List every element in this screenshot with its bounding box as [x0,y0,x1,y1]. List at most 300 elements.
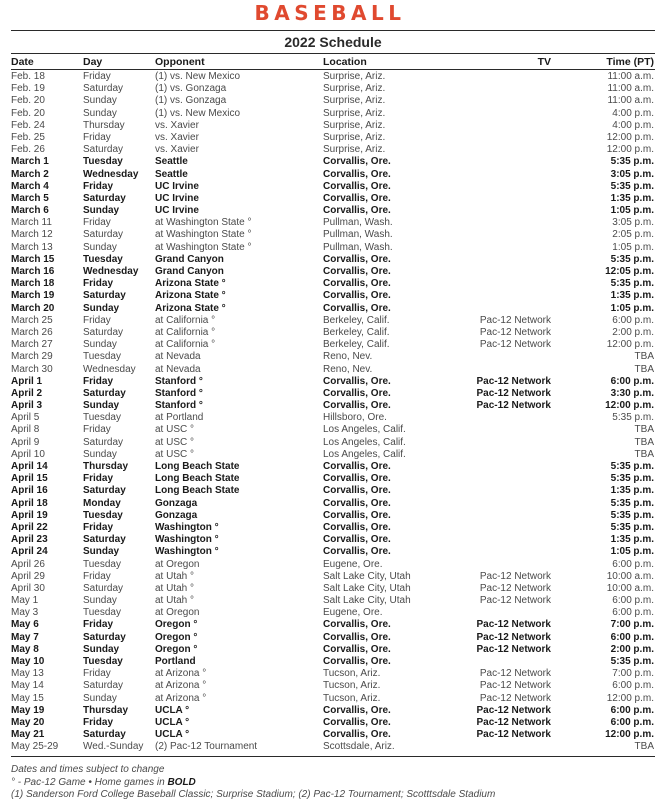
cell-day: Thursday [83,704,129,716]
cell-date: March 25 [11,314,53,326]
cell-time: TBA [634,363,654,375]
note-tournaments: (1) Sanderson Ford College Baseball Classic; Surprise Stadium; (2) Pac-12 Tournament; Scotttsdale Stadium [11,789,496,800]
cell-tv: Pac-12 Network [479,314,551,326]
table-row [11,668,655,680]
cell-time: 12:00 p.m. [606,692,654,704]
cell-location: Surprise, Ariz. [323,71,386,82]
header-tv: TV [537,56,551,68]
table-row [11,583,655,595]
cell-time: 6:00 p.m. [610,631,654,643]
cell-date: March 19 [11,290,55,302]
table-row [11,144,655,156]
cell-tv: Pac-12 Network [479,680,551,692]
cell-date: April 18 [11,497,48,509]
cell-location: Corvallis, Ore. [323,387,391,399]
table-row [11,619,655,631]
cell-day: Saturday [83,192,126,204]
cell-date: April 26 [11,558,45,570]
cell-location: Corvallis, Ore. [323,497,391,509]
table-row [11,632,655,644]
cell-day: Friday [83,314,111,326]
cell-day: Friday [83,668,111,680]
cell-time: 4:00 p.m. [612,107,654,119]
cell-time: 5:35 p.m. [612,412,654,424]
cell-location: Corvallis, Ore. [323,192,391,204]
cell-time: 6:00 p.m. [612,558,654,570]
cell-location: Corvallis, Ore. [323,643,391,655]
cell-day: Thursday [83,461,129,472]
cell-time: 1:35 p.m. [610,534,654,546]
cell-opponent: UC Irvine [155,180,199,192]
cell-tv: Pac-12 Network [476,643,551,655]
cell-location: Corvallis, Ore. [323,290,391,302]
cell-time: 3:30 p.m. [610,387,654,399]
cell-date: April 9 [11,436,40,448]
cell-opponent: Washington ° [155,534,219,546]
cell-time: 6:00 p.m. [610,704,654,716]
cell-opponent: at Washington State ° [155,217,252,229]
table-row [11,290,655,302]
cell-time: 5:35 p.m. [610,473,654,485]
cell-time: 12:00 p.m. [605,729,654,741]
cell-location: Surprise, Ariz. [323,95,386,107]
cell-location: Corvallis, Ore. [323,546,391,558]
cell-opponent: Stanford ° [155,387,203,399]
table-row [11,327,655,339]
cell-opponent: Oregon ° [155,643,198,655]
table-row [11,571,655,583]
header-date: Date [11,56,34,68]
table-row [11,534,655,546]
cell-opponent: at Oregon [155,607,200,619]
cell-day: Saturday [83,680,124,692]
cell-day: Friday [83,180,114,192]
cell-location: Corvallis, Ore. [323,253,391,265]
cell-time: 1:35 p.m. [610,192,654,204]
cell-opponent: Long Beach State [155,485,240,497]
cell-location: Salt Lake City, Utah [323,570,411,582]
cell-day: Sunday [83,205,120,217]
cell-date: Feb. 24 [11,119,45,131]
cell-day: Friday [83,521,114,533]
cell-location: Corvallis, Ore. [323,205,391,217]
cell-time: 5:35 p.m. [610,180,654,192]
table-row [11,644,655,656]
table-row [11,278,655,290]
cell-date: March 26 [11,326,53,338]
cell-day: Wednesday [83,363,136,375]
table-row [11,546,655,558]
cell-time: 6:00 p.m. [612,607,654,619]
cell-tv: Pac-12 Network [479,692,551,704]
cell-date: April 16 [11,485,48,497]
table-row [11,229,655,241]
cell-tv: Pac-12 Network [476,729,551,741]
cell-day: Tuesday [83,509,123,521]
cell-opponent: Long Beach State [155,461,240,472]
table-row [11,437,655,449]
table-row [11,412,655,424]
cell-time: 5:35 p.m. [610,278,654,290]
cell-date: May 25-29 [11,741,59,753]
cell-day: Monday [83,497,121,509]
cell-opponent: Washington ° [155,546,219,558]
cell-tv: Pac-12 Network [476,400,551,412]
table-row [11,120,655,132]
cell-day: Friday [83,570,111,582]
cell-date: March 4 [11,180,49,192]
cell-opponent: at Oregon [155,558,200,570]
cell-location: Los Angeles, Calif. [323,448,406,460]
table-row [11,83,655,95]
cell-time: 12:00 p.m. [606,144,654,156]
cell-day: Saturday [83,582,124,594]
table-row [11,485,655,497]
cell-tv: Pac-12 Network [476,704,551,716]
cell-location: Corvallis, Ore. [323,461,391,472]
cell-opponent: at Portland [155,412,204,424]
cell-location: Surprise, Ariz. [323,131,386,143]
cell-opponent: Oregon ° [155,631,198,643]
cell-opponent: vs. Xavier [155,144,199,156]
cell-date: March 30 [11,363,53,375]
cell-date: Feb. 20 [11,95,45,107]
cell-time: 4:00 p.m. [612,119,654,131]
cell-location: Eugene, Ore. [323,558,383,570]
cell-opponent: (1) vs. New Mexico [155,107,241,119]
table-row [11,339,655,351]
table-row [11,559,655,571]
table-body [11,71,655,754]
cell-date: March 18 [11,278,55,290]
cell-location: Tucson, Ariz. [323,692,381,704]
table-row [11,424,655,436]
cell-day: Sunday [83,643,120,655]
cell-opponent: (1) vs. New Mexico [155,71,241,82]
cell-day: Sunday [83,241,117,253]
cell-date: March 2 [11,168,49,180]
table-row [11,400,655,412]
cell-opponent: vs. Xavier [155,131,199,143]
cell-opponent: at California ° [155,339,216,351]
cell-location: Corvallis, Ore. [323,509,391,521]
cell-day: Friday [83,375,114,387]
table-row [11,254,655,266]
cell-date: May 15 [11,692,44,704]
cell-day: Sunday [83,339,117,351]
cell-day: Saturday [83,485,126,497]
cell-day: Friday [83,71,111,82]
cell-opponent: (2) Pac-12 Tournament [155,741,258,753]
cell-location: Corvallis, Ore. [323,631,391,643]
cell-opponent: Grand Canyon [155,253,224,265]
table-row [11,108,655,120]
cell-tv: Pac-12 Network [479,339,551,351]
table-row [11,656,655,668]
cell-date: April 29 [11,570,45,582]
header-time: Time (PT) [606,56,654,68]
cell-day: Tuesday [83,412,121,424]
cell-opponent: at Utah ° [155,595,195,607]
table-row [11,156,655,168]
cell-opponent: Oregon ° [155,619,198,631]
cell-date: Feb. 25 [11,131,45,143]
cell-opponent: at Nevada [155,363,201,375]
cell-date: May 19 [11,704,45,716]
cell-location: Tucson, Ariz. [323,668,381,680]
cell-day: Sunday [83,400,120,412]
cell-day: Friday [83,716,114,728]
cell-date: March 5 [11,192,49,204]
cell-tv: Pac-12 Network [476,375,551,387]
cell-time: 7:00 p.m. [610,619,654,631]
note-legend [11,777,655,790]
cell-opponent: at Arizona ° [155,692,207,704]
table-row [11,169,655,181]
cell-day: Friday [83,217,111,229]
cell-day: Saturday [83,729,126,741]
cell-time: 6:00 p.m. [612,595,654,607]
cell-opponent: Long Beach State [155,473,240,485]
cell-date: May 13 [11,668,44,680]
cell-day: Saturday [83,534,126,546]
cell-day: Wednesday [83,266,139,277]
cell-date: April 5 [11,412,40,424]
subtitle-bar [11,30,655,54]
cell-date: March 13 [11,241,53,253]
footer-divider [11,756,655,757]
cell-date: March 12 [11,229,53,241]
cell-date: May 7 [11,631,39,643]
cell-time: 1:05 p.m. [610,546,654,558]
cell-opponent: Gonzaga [155,509,198,521]
table-row [11,181,655,193]
cell-time: TBA [634,741,654,753]
cell-location: Berkeley, Calif. [323,339,390,351]
cell-day: Saturday [83,326,124,338]
cell-opponent: UC Irvine [155,192,199,204]
cell-day: Wed.-Sunday [83,741,144,753]
cell-day: Sunday [83,595,117,607]
table-row [11,95,655,107]
cell-tv: Pac-12 Network [476,387,551,399]
cell-opponent: UCLA ° [155,704,190,716]
cell-opponent: Grand Canyon [155,266,224,277]
cell-opponent: vs. Xavier [155,119,199,131]
cell-time: 5:35 p.m. [610,156,654,168]
cell-time: 1:35 p.m. [610,485,654,497]
cell-date: March 16 [11,266,55,277]
cell-location: Pullman, Wash. [323,229,393,241]
cell-time: 6:00 p.m. [610,375,654,387]
cell-day: Tuesday [83,156,123,168]
cell-location: Corvallis, Ore. [323,521,391,533]
page-title: BASEBALL [254,1,406,25]
cell-location: Eugene, Ore. [323,607,383,619]
cell-date: April 15 [11,473,48,485]
cell-opponent: Stanford ° [155,400,203,412]
cell-time: 5:35 p.m. [610,656,654,667]
cell-date: Feb. 26 [11,144,45,156]
cell-day: Saturday [83,229,124,241]
cell-day: Tuesday [83,558,121,570]
cell-time: 5:35 p.m. [610,521,654,533]
footnotes [11,764,655,802]
cell-day: Sunday [83,546,120,558]
cell-location: Salt Lake City, Utah [323,582,411,594]
cell-date: May 21 [11,729,45,741]
cell-time: 10:00 a.m. [606,570,654,582]
cell-time: TBA [634,351,654,363]
cell-location: Corvallis, Ore. [323,473,391,485]
cell-tv: Pac-12 Network [479,595,551,607]
cell-tv: Pac-12 Network [479,668,551,680]
cell-location: Corvallis, Ore. [323,400,391,412]
table-row [11,473,655,485]
table-row [11,461,655,473]
cell-location: Corvallis, Ore. [323,278,391,290]
cell-opponent: UCLA ° [155,729,190,741]
cell-opponent: at Washington State ° [155,229,252,241]
cell-date: April 22 [11,521,48,533]
cell-location: Surprise, Ariz. [323,119,386,131]
cell-opponent: Stanford ° [155,375,203,387]
table-row [11,522,655,534]
cell-opponent: Seattle [155,168,188,180]
table-row [11,364,655,376]
cell-location: Corvallis, Ore. [323,302,391,314]
cell-location: Corvallis, Ore. [323,485,391,497]
cell-time: 1:05 p.m. [612,241,654,253]
table-row [11,351,655,363]
cell-opponent: at Arizona ° [155,680,207,692]
cell-time: 12:05 p.m. [605,266,654,277]
table-row [11,315,655,327]
table-row [11,266,655,278]
header-day: Day [83,56,103,68]
cell-time: 12:00 p.m. [606,339,654,351]
cell-date: Feb. 19 [11,83,45,95]
cell-day: Tuesday [83,351,121,363]
cell-location: Los Angeles, Calif. [323,436,406,448]
cell-date: Feb. 18 [11,71,45,82]
cell-opponent: (1) vs. Gonzaga [155,95,227,107]
cell-day: Wednesday [83,168,139,180]
table-row [11,242,655,254]
cell-day: Friday [83,424,111,436]
cell-tv: Pac-12 Network [479,326,551,338]
table-row [11,729,655,741]
cell-day: Sunday [83,448,117,460]
cell-date: March 11 [11,217,52,229]
cell-date: April 24 [11,546,48,558]
cell-date: May 1 [11,595,39,607]
cell-location: Berkeley, Calif. [323,326,390,338]
cell-location: Pullman, Wash. [323,217,393,229]
cell-tv: Pac-12 Network [479,582,551,594]
cell-opponent: at California ° [155,326,216,338]
cell-time: 5:35 p.m. [610,461,654,472]
cell-date: March 27 [11,339,53,351]
cell-time: 6:00 p.m. [612,680,654,692]
cell-date: March 29 [11,351,53,363]
table-row [11,71,655,83]
table-header [11,55,655,70]
cell-tv: Pac-12 Network [479,570,551,582]
note-legend-text: ° - Pac-12 Game • Home games in [11,776,168,788]
header-opponent: Opponent [155,56,205,68]
schedule-table [11,55,655,754]
cell-date: April 1 [11,375,43,387]
cell-day: Tuesday [83,656,123,667]
cell-opponent: at USC ° [155,448,195,460]
cell-time: 11:00 a.m. [607,71,654,82]
cell-time: 2:00 p.m. [610,643,654,655]
cell-time: 6:00 p.m. [610,716,654,728]
cell-date: April 14 [11,461,48,472]
cell-day: Thursday [83,119,125,131]
cell-opponent: Portland [155,656,196,667]
cell-day: Tuesday [83,253,123,265]
table-row [11,376,655,388]
table-row [11,303,655,315]
cell-location: Corvallis, Ore. [323,375,391,387]
cell-date: May 20 [11,716,45,728]
cell-date: May 8 [11,643,39,655]
cell-tv: Pac-12 Network [476,716,551,728]
cell-date: March 15 [11,253,55,265]
cell-time: 12:00 p.m. [606,131,654,143]
cell-day: Sunday [83,107,117,119]
table-row [11,693,655,705]
cell-opponent: Arizona State ° [155,302,226,314]
cell-time: 6:00 p.m. [612,314,654,326]
cell-time: 11:00 a.m. [607,83,654,95]
table-row [11,388,655,400]
cell-location: Corvallis, Ore. [323,534,391,546]
cell-day: Tuesday [83,607,121,619]
cell-time: 5:35 p.m. [610,497,654,509]
cell-day: Sunday [83,302,120,314]
cell-location: Surprise, Ariz. [323,83,386,95]
note-legend-bold: BOLD [167,776,196,788]
cell-time: 12:00 p.m. [605,400,654,412]
cell-location: Hillsboro, Ore. [323,412,387,424]
cell-day: Friday [83,619,114,631]
cell-date: April 10 [11,448,45,460]
cell-date: April 8 [11,424,40,436]
table-row [11,193,655,205]
cell-opponent: at Washington State ° [155,241,252,253]
cell-location: Corvallis, Ore. [323,156,391,168]
cell-opponent: (1) vs. Gonzaga [155,83,227,95]
cell-location: Corvallis, Ore. [323,266,391,277]
cell-time: 2:00 p.m. [612,326,654,338]
cell-date: May 6 [11,619,39,631]
table-row [11,607,655,619]
cell-date: April 3 [11,400,43,412]
cell-location: Corvallis, Ore. [323,704,391,716]
table-row [11,132,655,144]
note-subject-to-change: Dates and times subject to change [11,764,165,775]
table-row [11,595,655,607]
cell-opponent: Arizona State ° [155,290,226,302]
cell-day: Friday [83,473,114,485]
cell-time: TBA [634,448,654,460]
cell-location: Corvallis, Ore. [323,619,391,631]
cell-location: Corvallis, Ore. [323,729,391,741]
cell-opponent: at California ° [155,314,216,326]
